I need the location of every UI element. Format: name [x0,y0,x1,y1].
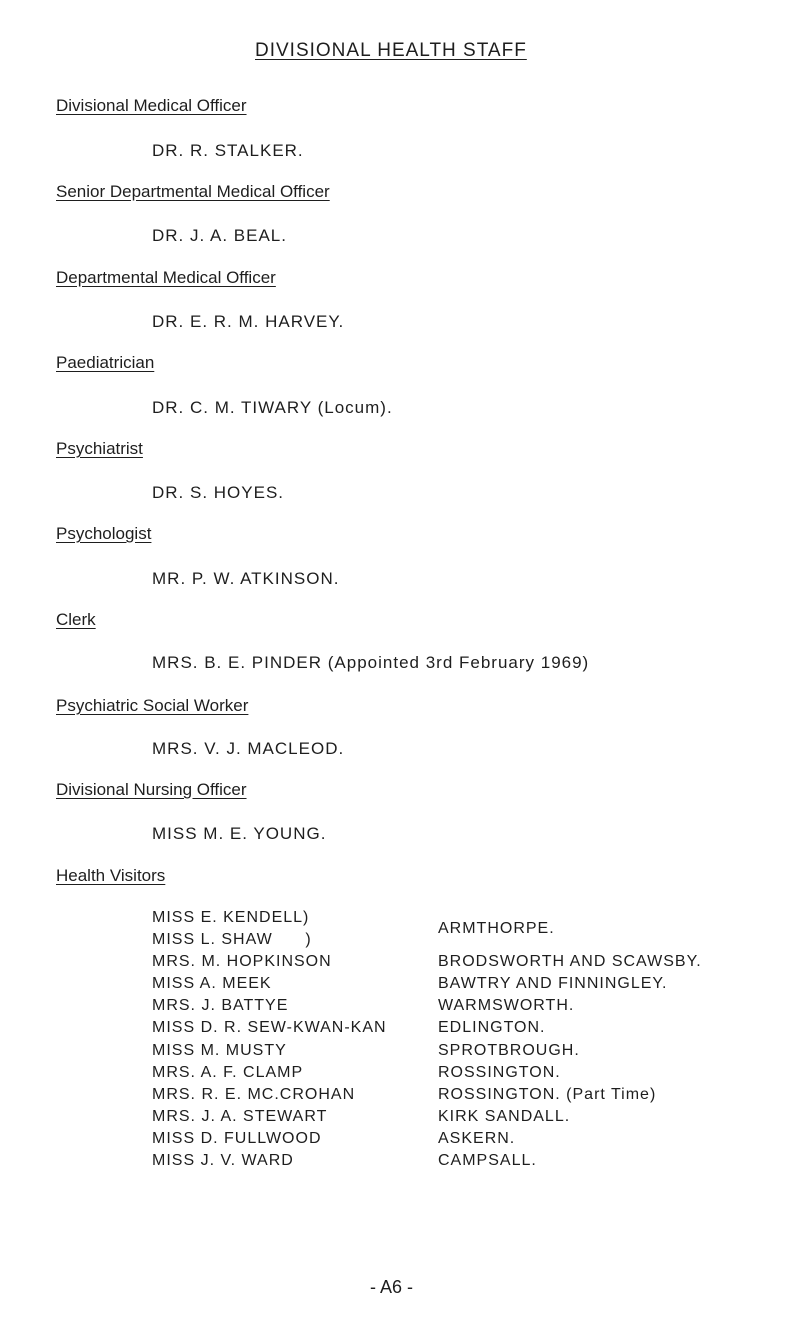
area-name: BRODSWORTH AND SCAWSBY. [438,953,702,971]
health-visitor-name: MRS. J. A. STEWART [152,1107,328,1125]
area-name: WARMSWORTH. [438,997,575,1015]
staff-name: DR. E. R. M. HARVEY. [152,312,345,331]
area-name: KIRK SANDALL. [438,1107,571,1125]
role-heading: Psychiatric Social Worker [56,696,249,715]
health-visitors-heading: Health Visitors [56,866,166,885]
role-heading: Paediatrician [56,353,155,372]
area-name: ARMTHORPE. [438,920,555,937]
health-visitor-name: MISS D. FULLWOOD [152,1129,322,1147]
page-title: DIVISIONAL HEALTH STAFF [255,40,527,61]
staff-name: MRS. B. E. PINDER (Appointed 3rd February 1969) [152,653,590,672]
health-visitor-name: MISS D. R. SEW-KWAN-KAN [152,1019,387,1037]
role-heading: Senior Departmental Medical Officer [56,182,330,201]
staff-name: MR. P. W. ATKINSON. [152,569,340,588]
health-visitor-name: MRS. J. BATTYE [152,997,289,1015]
page-number: - A6 - [370,1277,414,1297]
health-visitor-name: MISS E. KENDELL) [152,909,310,926]
staff-name: MRS. V. J. MACLEOD. [152,739,345,758]
role-heading: Departmental Medical Officer [56,268,276,287]
role-heading: Psychiatrist [56,439,143,458]
health-visitor-areas [438,907,702,1172]
health-visitor-name: MRS. R. E. MC.CROHAN [152,1085,356,1103]
staff-name: MISS M. E. YOUNG. [152,824,327,843]
staff-name: DR. J. A. BEAL. [152,226,287,245]
health-visitor-name: MISS A. MEEK [152,975,272,993]
health-visitor-name: MISS L. SHAW ) [152,931,312,949]
staff-name: DR. C. M. TIWARY (Locum). [152,398,393,417]
area-name: CAMPSALL. [438,1152,537,1170]
role-heading: Psychologist [56,524,152,543]
area-name: BAWTRY AND FINNINGLEY. [438,975,668,993]
role-heading: Clerk [56,610,96,629]
health-visitor-name: MISS J. V. WARD [152,1152,294,1170]
area-name: ROSSINGTON. (Part Time) [438,1085,657,1103]
area-name: SPROTBROUGH. [438,1041,580,1059]
health-visitor-name: MRS. A. F. CLAMP [152,1063,304,1081]
staff-name: DR. S. HOYES. [152,483,285,502]
role-heading: Divisional Nursing Officer [56,780,247,799]
area-name: EDLINGTON. [438,1019,546,1037]
health-visitor-name: MISS M. MUSTY [152,1041,287,1059]
staff-name: DR. R. STALKER. [152,141,304,160]
role-heading: Divisional Medical Officer [56,96,247,115]
health-visitor-names [152,907,387,1172]
area-name: ROSSINGTON. [438,1063,561,1081]
area-name: ASKERN. [438,1129,516,1147]
health-visitor-name: MRS. M. HOPKINSON [152,953,332,971]
